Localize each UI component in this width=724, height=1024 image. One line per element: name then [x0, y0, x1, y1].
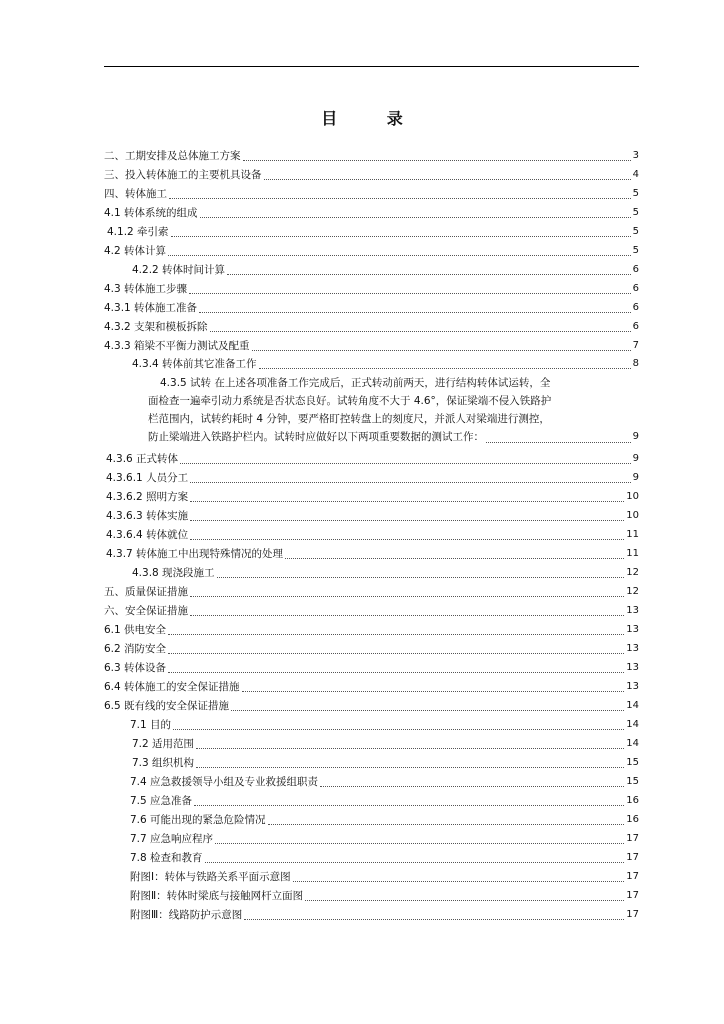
- leader-dots: [210, 319, 631, 332]
- leader-dots: [205, 850, 625, 863]
- toc-entry[interactable]: [130, 792, 639, 808]
- toc-title: 目 录: [321, 109, 425, 128]
- toc-entry[interactable]: [104, 147, 639, 163]
- leader-dots: [190, 527, 624, 540]
- toc-entry[interactable]: [104, 318, 639, 334]
- leader-dots: [168, 622, 624, 635]
- toc-entry-page: 10: [626, 491, 639, 502]
- toc-entry-page: 12: [626, 586, 639, 597]
- toc-entry-page: 17: [626, 833, 639, 844]
- toc-entry[interactable]: [130, 849, 639, 865]
- toc-entry-label: 6.5 既有线的安全保证措施: [104, 700, 230, 712]
- toc-entry-label: 6.4 转体施工的安全保证措施: [104, 681, 240, 693]
- toc-entry-label: 4.3.7 转体施工中出现特殊情况的处理: [106, 548, 284, 560]
- toc-entry[interactable]: [106, 488, 639, 504]
- leader-dots: [168, 660, 624, 673]
- toc-entry-page: 14: [626, 719, 639, 730]
- toc-entry-page: 16: [626, 814, 639, 825]
- toc-entry-page: 13: [626, 662, 639, 673]
- toc-entry[interactable]: [106, 526, 639, 542]
- toc-entry-label: 4.3.2 支架和模板拆除: [104, 321, 208, 333]
- toc-entry-page: 11: [626, 548, 639, 559]
- leader-dots: [180, 451, 631, 464]
- toc-multiline-text: 防止梁端进入铁路护栏内。试转时应做好以下两项重要数据的测试工作：: [148, 431, 484, 443]
- toc-entry-label: 4.1.2 牵引索: [107, 226, 169, 238]
- leader-dots: [486, 430, 631, 443]
- toc-entry-page: 9: [632, 431, 639, 442]
- toc-entry[interactable]: [106, 507, 639, 523]
- toc-entry[interactable]: [107, 223, 639, 239]
- toc-entry-label: 4.3.4 转体前其它准备工作: [132, 358, 257, 370]
- toc-entry-label: 4.3.8 现浇段施工: [132, 567, 215, 579]
- toc-entry-page: 5: [632, 245, 639, 256]
- leader-dots: [215, 831, 624, 844]
- toc-multiline-text: 面检查一遍牵引动力系统是否状态良好。试转角度不大于 4.6°，保证梁端不侵入铁路护: [148, 395, 552, 407]
- toc-entry-label: 4.3.6 正式转体: [106, 453, 179, 465]
- toc-entry[interactable]: [130, 773, 639, 789]
- toc-entry-page: 17: [626, 890, 639, 901]
- leader-dots: [168, 641, 624, 654]
- toc-entry[interactable]: [130, 868, 639, 884]
- toc-entry[interactable]: [104, 621, 639, 637]
- leader-dots: [189, 281, 631, 294]
- toc-entry[interactable]: [106, 450, 639, 466]
- toc-entry-label: 7.5 应急准备: [130, 795, 193, 807]
- leader-dots: [200, 205, 631, 218]
- toc-entry[interactable]: [104, 242, 639, 258]
- toc-entry[interactable]: [104, 602, 639, 618]
- leader-dots: [227, 262, 631, 275]
- leader-dots: [242, 679, 625, 692]
- header-rule: [104, 66, 639, 67]
- toc-entry[interactable]: [132, 735, 639, 751]
- toc-entry-page: 11: [626, 529, 639, 540]
- toc-entry[interactable]: [104, 659, 639, 675]
- leader-dots: [231, 698, 624, 711]
- toc-entry-page: 15: [626, 757, 639, 768]
- toc-entry-page: 13: [626, 605, 639, 616]
- leader-dots: [320, 774, 624, 787]
- toc-entry-label: 4.2.2 转体时间计算: [132, 264, 226, 276]
- leader-dots: [196, 736, 624, 749]
- toc-entry[interactable]: [132, 261, 639, 277]
- toc-entry[interactable]: [104, 678, 639, 694]
- toc-entry-label: 三、投入转体施工的主要机具设备: [104, 169, 262, 181]
- toc-entry[interactable]: [132, 754, 639, 770]
- leader-dots: [264, 167, 631, 180]
- leader-dots: [190, 489, 624, 502]
- leader-dots: [293, 869, 625, 882]
- leader-dots: [169, 186, 631, 199]
- toc-entry-page: 7: [632, 340, 639, 351]
- toc-entry-label: 7.7 应急响应程序: [130, 833, 214, 845]
- leader-dots: [194, 793, 624, 806]
- toc-entry-label: 4.3.6.3 转体实施: [106, 510, 189, 522]
- toc-entry-label: 4.3.6.2 照明方案: [106, 491, 189, 503]
- leader-dots: [244, 907, 624, 920]
- toc-entry[interactable]: [130, 830, 639, 846]
- toc-entry[interactable]: [130, 887, 639, 903]
- toc-entry-page: 13: [626, 643, 639, 654]
- leader-dots: [173, 717, 624, 730]
- leader-dots: [243, 148, 631, 161]
- toc-entry[interactable]: [104, 280, 639, 296]
- toc-entry[interactable]: [106, 545, 639, 561]
- toc-entry-page: 6: [632, 264, 639, 275]
- toc-entry-label: 二、工期安排及总体施工方案: [104, 150, 241, 162]
- toc-entry-page: 16: [626, 795, 639, 806]
- toc-entry-label: 7.2 适用范围: [132, 738, 195, 750]
- toc-entry-page: 17: [626, 909, 639, 920]
- leader-dots: [190, 603, 624, 616]
- toc-entry-page: 17: [626, 871, 639, 882]
- toc-entry-page: 9: [632, 453, 639, 464]
- toc-entry-label: 6.2 消防安全: [104, 643, 167, 655]
- toc-entry-label: 六、安全保证措施: [104, 605, 188, 617]
- toc-entry[interactable]: [104, 640, 639, 656]
- leader-dots: [268, 812, 625, 825]
- toc-entry[interactable]: [132, 355, 639, 371]
- toc-entry-page: 3: [632, 150, 639, 161]
- toc-entry-page: 5: [632, 207, 639, 218]
- leader-dots: [190, 584, 624, 597]
- toc-entry-page: 4: [632, 169, 639, 180]
- toc-multiline-text: 栏范围内，试转约耗时 4 分钟，要严格盯控转盘上的刻度尺，并派人对梁端进行测控，: [148, 413, 550, 425]
- toc-entry-page: 15: [626, 776, 639, 787]
- toc-entry-label: 4.1 转体系统的组成: [104, 207, 198, 219]
- toc-entry-page: 13: [626, 624, 639, 635]
- toc-entry-page: 14: [626, 700, 639, 711]
- toc-entry-page: 6: [632, 321, 639, 332]
- toc-entry[interactable]: [130, 716, 639, 732]
- leader-dots: [259, 356, 631, 369]
- toc-entry-label: 4.3.3 箱梁不平衡力测试及配重: [104, 340, 250, 352]
- toc-entry-page: 9: [632, 472, 639, 483]
- leader-dots: [196, 755, 624, 768]
- toc-entry[interactable]: [130, 811, 639, 827]
- leader-dots: [168, 243, 631, 256]
- toc-entry-label: 4.3.6.1 人员分工: [106, 472, 189, 484]
- toc-entry-page: 17: [626, 852, 639, 863]
- toc-entry-label: 4.3.1 转体施工准备: [104, 302, 198, 314]
- toc-entry-label: 4.2 转体计算: [104, 245, 167, 257]
- toc-entry-page: 12: [626, 567, 639, 578]
- toc-multiline-text: 4.3.5 试转 在上述各项准备工作完成后，正式转动前两天，进行结构转体试运转，全: [160, 377, 551, 389]
- toc-entry[interactable]: [104, 583, 639, 599]
- toc-entry-label: 附图Ⅲ：线路防护示意图: [130, 909, 243, 921]
- toc-entry-page: 8: [632, 358, 639, 369]
- toc-entry[interactable]: [104, 204, 639, 220]
- toc-entry-page: 10: [626, 510, 639, 521]
- leader-dots: [285, 546, 624, 559]
- toc-entry-page: 5: [632, 226, 639, 237]
- toc-entry[interactable]: [104, 337, 639, 353]
- toc-entry-label: 7.8 检查和教育: [130, 852, 203, 864]
- leader-dots: [252, 338, 631, 351]
- toc-entry[interactable]: [130, 906, 639, 922]
- toc-entry-label: 附图Ⅰ：转体与铁路关系平面示意图: [130, 871, 291, 883]
- leader-dots: [171, 224, 631, 237]
- toc-entry-label: 4.3.6.4 转体就位: [106, 529, 189, 541]
- leader-dots: [305, 888, 624, 901]
- toc-entry-label: 7.6 可能出现的紧急危险情况: [130, 814, 266, 826]
- toc-entry-label: 7.4 应急救援领导小组及专业救援组职责: [130, 776, 319, 788]
- toc-entry-page: 5: [632, 188, 639, 199]
- toc-entry-page: 13: [626, 681, 639, 692]
- toc-entry[interactable]: [104, 185, 639, 201]
- toc-entry-label: 附图Ⅱ：转体时梁底与接触网杆立面图: [130, 890, 304, 902]
- toc-entry-label: 6.1 供电安全: [104, 624, 167, 636]
- toc-entry[interactable]: [104, 697, 639, 713]
- toc-entry-page: 6: [632, 302, 639, 313]
- toc-entry-multiline[interactable]: [148, 374, 639, 446]
- leader-dots: [190, 470, 631, 483]
- toc-entry[interactable]: [104, 166, 639, 182]
- toc-entry-label: 五、质量保证措施: [104, 586, 188, 598]
- toc-entry-label: 7.1 目的: [130, 719, 172, 731]
- leader-dots: [199, 300, 631, 313]
- toc-entry-label: 7.3 组织机构: [132, 757, 195, 769]
- toc-entry-label: 四、转体施工: [104, 188, 167, 200]
- toc-entry-page: 14: [626, 738, 639, 749]
- toc-entry[interactable]: [104, 299, 639, 315]
- leader-dots: [217, 565, 625, 578]
- toc-entry[interactable]: [106, 469, 639, 485]
- toc-entry-page: 6: [632, 283, 639, 294]
- leader-dots: [190, 508, 624, 521]
- toc-entry-label: 4.3 转体施工步骤: [104, 283, 188, 295]
- toc-entry[interactable]: [132, 564, 639, 580]
- toc-entry-label: 6.3 转体设备: [104, 662, 167, 674]
